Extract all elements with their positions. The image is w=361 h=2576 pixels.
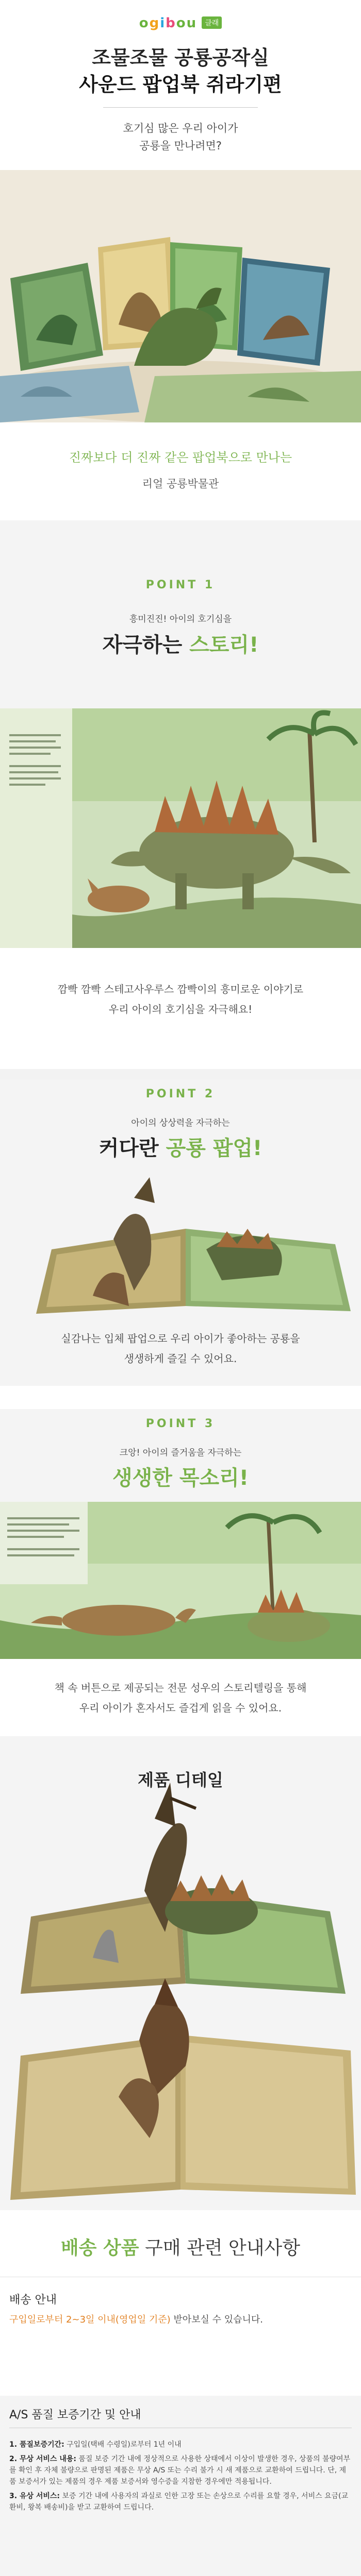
point1-subtitle: 흥미진진! 아이의 호기심을 xyxy=(129,614,232,624)
hero-divider xyxy=(103,107,258,108)
product-detail-photo xyxy=(0,1736,361,2210)
point1-title xyxy=(0,629,361,658)
shipping-body xyxy=(9,2312,263,2326)
tagline-line1: 진짜보다 더 진짜 같은 팝업북으로 만나는 xyxy=(69,450,292,465)
section-divider xyxy=(0,1069,361,1079)
section-spacer xyxy=(0,1386,361,1409)
point2-desc-line1: 실감나는 입체 팝업으로 우리 아이가 좋아하는 공룡을 xyxy=(61,1332,300,1345)
point2-header xyxy=(0,1079,361,1172)
shipping-heading: 배송 안내 xyxy=(9,2294,57,2307)
as-item: 3. 유상 서비스: 보증 기간 내에 사용자의 과실로 인한 고장 또는 손상으로 수리를 요할 경우, 서비스 요금(교환비, 왕복 배송비)을 받고 교환하여 드립니다. xyxy=(9,2492,349,2512)
point1-title-highlight: 스토리! xyxy=(189,633,259,657)
point2-title-plain: 커다란 xyxy=(99,1137,166,1160)
point2-title xyxy=(0,1132,361,1161)
point1-desc-line1: 깜빡 깜빡 스테고사우루스 깜빡이의 흥미로운 이야기로 xyxy=(57,983,304,995)
point3-description xyxy=(0,1659,361,1736)
notice-title-plain: 구매 관련 안내사항 xyxy=(139,2238,301,2259)
shipping-body-highlight: 구입일로부터 2~3일 이내(영업일 기준) xyxy=(9,2314,171,2325)
detail-title: 제품 디테일 xyxy=(138,1770,223,1790)
point3-image xyxy=(0,1502,361,1659)
purchase-notice-header xyxy=(0,2210,361,2277)
hero-subtitle-line1: 호기심 많은 우리 아이가 xyxy=(123,122,238,134)
hero-subtitle xyxy=(0,120,361,155)
stegosaurus-book-spread xyxy=(0,708,361,948)
hero-header xyxy=(0,0,361,170)
hero-title-line2: 사운드 팝업북 쥐라기편 xyxy=(79,73,282,96)
point3-title xyxy=(0,1462,361,1491)
point1-header xyxy=(0,520,361,708)
hero-subtitle-line2: 공룡을 만나려면? xyxy=(139,140,222,152)
brand-logo xyxy=(0,15,361,31)
as-item: 1. 품질보증기간: 구입일(택배 수령일)로부터 1년 이내 xyxy=(9,2441,182,2449)
point3-desc-line2: 우리 아이가 혼자서도 즐겁게 읽을 수 있어요. xyxy=(79,1702,282,1714)
as-item: 2. 무상 서비스 내용: 품질 보증 기간 내에 정상적으로 사용한 상태에서 이상이 발생한 경우, 상품의 불량여부를 확인 후 자체 불량으로 판명된 제품은 무상 A/S 또는 수리 불가 시 새 제품으로 교환하여 드립니다. 단, 제품 보증서가 있는 제품의 경우 제품 보증서와 영수증을 지참한 경우에만 적용됩니다. xyxy=(9,2455,351,2486)
point2-desc-line2: 생생하게 즐길 수 있어요. xyxy=(124,1352,237,1365)
point1-label: POINT 1 xyxy=(145,579,216,591)
point3-title-highlight: 생생한 목소리! xyxy=(112,1466,249,1490)
notice-title xyxy=(0,2233,361,2260)
point2-image xyxy=(0,1172,361,1314)
hero-product-photo xyxy=(0,170,361,422)
point1-title-plain: 자극하는 xyxy=(102,633,190,657)
point1-description xyxy=(0,948,361,1069)
point2-subtitle: 아이의 상상력을 자극하는 xyxy=(131,1118,230,1128)
point2-title-highlight: 공룡 팝업! xyxy=(166,1137,262,1160)
notice-title-highlight: 배송 상품 xyxy=(60,2238,139,2259)
point3-desc-line1: 책 속 버튼으로 제공되는 전문 성우의 스토리텔링을 통해 xyxy=(54,1682,307,1694)
point1-image xyxy=(0,708,361,948)
point3-subtitle: 크앙! 아이의 즐거움을 자극하는 xyxy=(119,1448,242,1458)
popup-dinosaur-book xyxy=(0,1172,361,1314)
popup-books-illustration xyxy=(0,170,361,422)
hero-title xyxy=(0,44,361,98)
point3-label: POINT 3 xyxy=(145,1417,216,1430)
logo-wordmark: ogibou xyxy=(139,15,198,31)
hero-title-line1: 조물조물 공룡공작실 xyxy=(92,46,269,69)
as-warranty-info xyxy=(0,2396,361,2576)
tagline-line2: 리얼 공룡박물관 xyxy=(142,478,219,490)
point3-header xyxy=(0,1409,361,1502)
shipping-body-plain: 받아보실 수 있습니다. xyxy=(170,2314,264,2325)
point1-desc-line2: 우리 아이의 호기심을 자극해요! xyxy=(108,1003,253,1015)
as-list xyxy=(9,2439,352,2516)
tagline-section xyxy=(0,422,361,520)
logo-badge: 클래 xyxy=(202,16,222,29)
product-detail-section xyxy=(0,1736,361,2210)
point2-label: POINT 2 xyxy=(145,1088,216,1100)
shipping-info xyxy=(0,2277,361,2396)
as-heading: A/S 품질 보증기간 및 안내 xyxy=(9,2409,141,2421)
point2-description xyxy=(0,1314,361,1386)
jungle-dinosaur-spread xyxy=(0,1502,361,1659)
